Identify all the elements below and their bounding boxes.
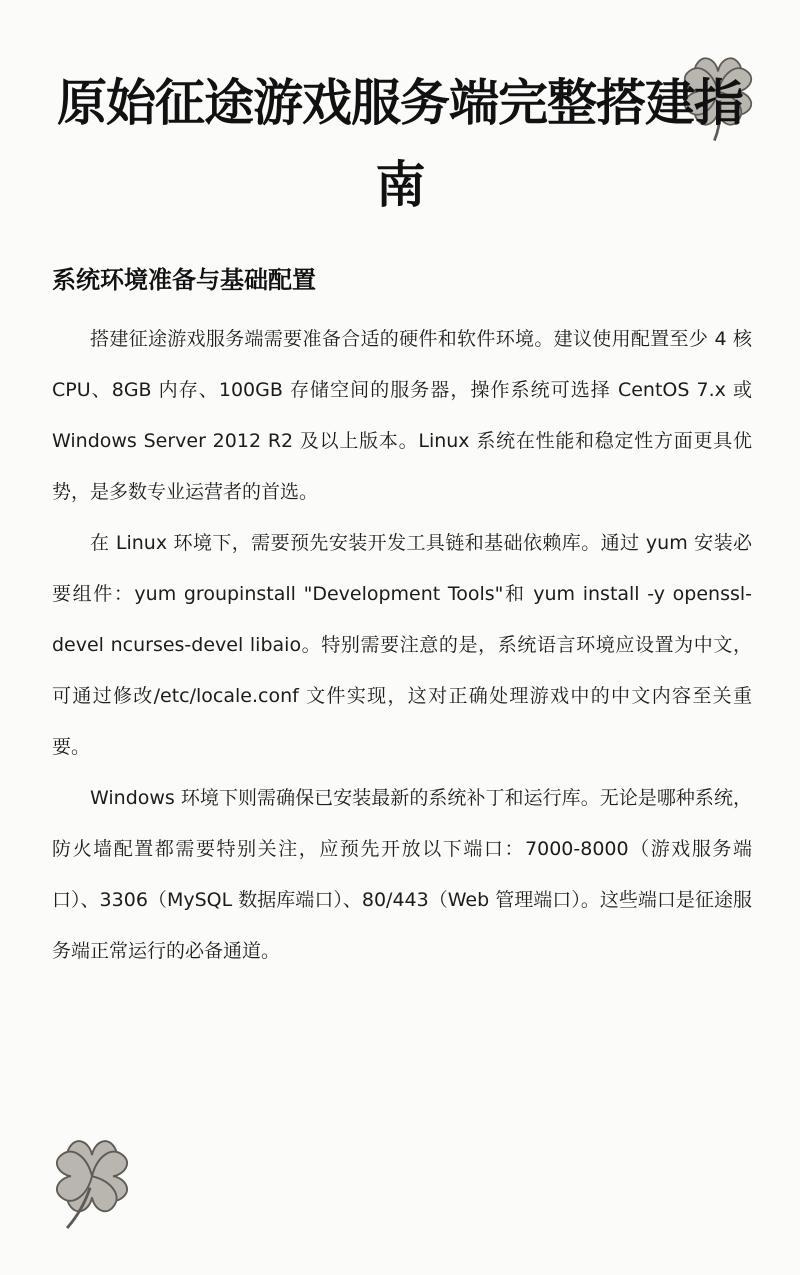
- body-text: [52, 314, 752, 977]
- section-heading: 系统环境准备与基础配置: [52, 266, 316, 294]
- paragraph-linux-setup: 在 Linux 环境下，需要预先安装开发工具链和基础依赖库。通过 yum 安装必要组件：yum groupinstall "Development Tools"和 yum install -y openssl-devel ncurses-devel libaio。特别需要注意的是，系统语言环境应设置为中文，可通过修改/etc/locale.conf 文件实现，这对正确处理游戏中的中文内容至关重要。: [52, 532, 752, 758]
- page-title: 原始征途游戏服务端完整搭建指南: [57, 74, 743, 214]
- four-leaf-clover-icon: [44, 1128, 140, 1234]
- paragraph-windows-ports: Windows 环境下则需确保已安装最新的系统补丁和运行库。无论是哪种系统，防火墙配置都需要特别关注，应预先开放以下端口：7000-8000（游戏服务端口）、3306（MySQL 数据库端口）、80/443（Web 管理端口）。这些端口是征途服务端正常运行的必备通道。: [52, 787, 752, 962]
- paragraph-hardware: 搭建征途游戏服务端需要准备合适的硬件和软件环境。建议使用配置至少 4 核 CPU、8GB 内存、100GB 存储空间的服务器，操作系统可选择 CentOS 7.x 或 Windows Server 2012 R2 及以上版本。Linux 系统在性能和稳定性方面更具优势，是多数专业运营者的首选。: [52, 328, 752, 503]
